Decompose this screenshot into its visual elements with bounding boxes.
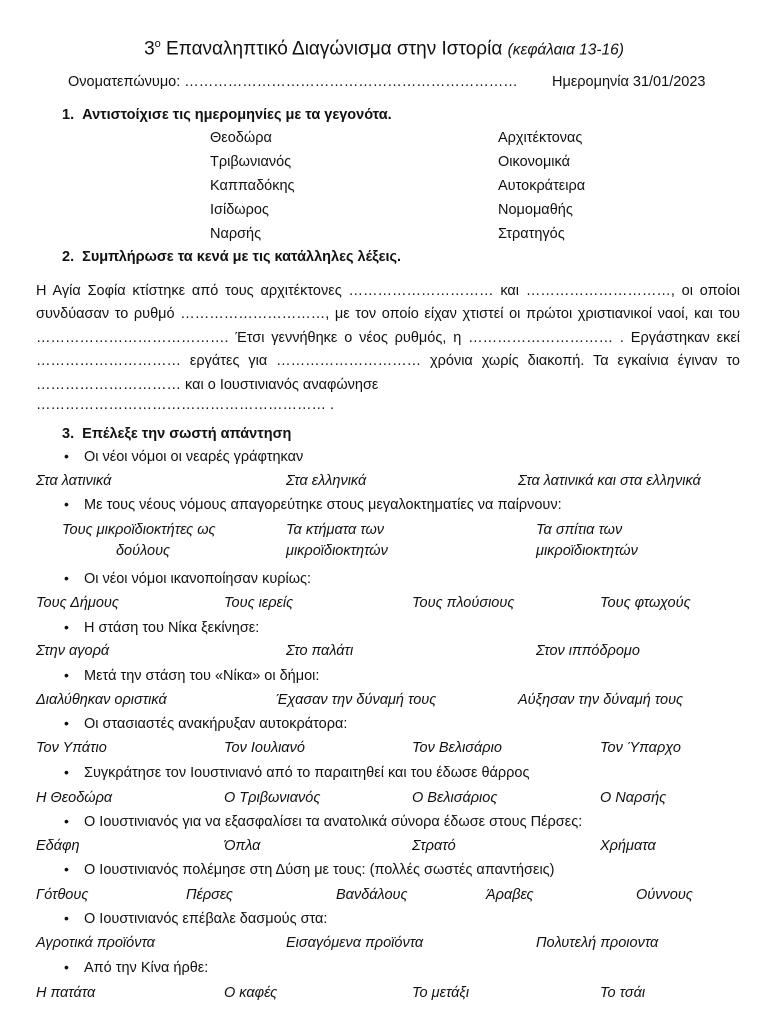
- q4-option-b[interactable]: Στο παλάτι: [286, 643, 354, 659]
- ex2-title: Συμπλήρωσε τα κενά με τις κατάλληλες λέξεις.: [82, 249, 402, 265]
- q8-option-c[interactable]: Στρατό: [412, 838, 456, 854]
- q2-option-a[interactable]: Τους μικροϊδιοκτήτες ως δούλους: [62, 522, 216, 559]
- question-1: • Οι νέοι νόμοι οι νεαρές γράφτηκαν: [64, 449, 283, 465]
- q11-option-c[interactable]: Το μετάξι: [412, 985, 470, 1001]
- title-main: Επαναληπτικό Διαγώνισμα στην Ιστορία: [160, 38, 503, 60]
- q1-option-b[interactable]: Στα ελληνικά: [286, 473, 367, 489]
- q11-option-d[interactable]: Το τσάι: [600, 985, 646, 1001]
- q7-option-a[interactable]: Η Θεοδώρα: [36, 790, 113, 806]
- q6-option-b[interactable]: Τον Ιουλιανό: [224, 740, 305, 756]
- question-2: • Με τους νέους νόμους απαγορεύτηκε στους μεγαλοκτηματίες να παίρνουν:: [64, 497, 542, 513]
- q11-option-a[interactable]: Η πατάτα: [36, 985, 96, 1001]
- q3-option-c[interactable]: Τους πλούσιους: [412, 595, 515, 611]
- q6-option-d[interactable]: Τον Ύπαρχο: [600, 740, 681, 756]
- q9-option-c[interactable]: Βανδάλους: [336, 887, 408, 903]
- q5-option-c[interactable]: Αύξησαν την δύναμή τους: [518, 692, 684, 708]
- q9-option-e[interactable]: Ούννους: [636, 887, 693, 903]
- question-3: • Οι νέοι νόμοι ικανοποίησαν κυρίως:: [64, 571, 291, 587]
- q2-option-b[interactable]: Τα κτήματα των μικροϊδιοκτητών: [286, 522, 388, 559]
- ex3-heading: [62, 426, 291, 442]
- ex2-heading: [62, 249, 401, 265]
- q10-option-c[interactable]: Πολυτελή προιοντα: [536, 935, 659, 951]
- ex1-left-item: Θεοδώρα: [210, 130, 272, 146]
- q9-option-d[interactable]: Άραβες: [486, 887, 534, 903]
- q9-option-a[interactable]: Γότθους: [36, 887, 89, 903]
- title-superscript: ο: [154, 38, 161, 50]
- question-8: • Ο Ιουστινιανός για να εξασφαλίσει τα ανατολικά σύνορα έδωσε στους Πέρσες:: [64, 814, 562, 830]
- q5-option-b[interactable]: Έχασαν την δύναμή τους: [276, 692, 437, 708]
- q4-option-a[interactable]: Στην αγορά: [36, 643, 110, 659]
- q10-option-a[interactable]: Αγροτικά προϊόντα: [36, 935, 155, 951]
- ex1-left-item: Τριβωνιανός: [210, 154, 292, 170]
- ex1-heading: [62, 107, 392, 123]
- q10-option-b[interactable]: Εισαγόμενα προϊόντα: [286, 935, 424, 951]
- q7-option-d[interactable]: Ο Ναρσής: [600, 790, 667, 806]
- ex1-right-item: Οικονομικά: [498, 154, 570, 170]
- q9-option-b[interactable]: Πέρσες: [186, 887, 233, 903]
- q7-option-b[interactable]: Ο Τριβωνιανός: [224, 790, 321, 806]
- question-10: • Ο Ιουστινιανός επέβαλε δασμούς στα:: [64, 911, 307, 927]
- ex1-right-item: Αυτοκράτειρα: [498, 178, 586, 194]
- q7-option-c[interactable]: Ο Βελισάριος: [412, 790, 498, 806]
- question-6: • Οι στασιαστές ανακήρυξαν αυτοκράτορα:: [64, 716, 327, 732]
- ex3-title: Επέλεξε την σωστή απάντηση: [82, 426, 292, 442]
- ex2-fill-text: Η Αγία Σοφία κτίστηκε από τους αρχιτέκτονες ………………………… και …………………………, οι οποίοι συνδύασαν το ρυθμό …………………………, με τον οποίο είχαν χτιστεί οι πρώτοι χριστιανικοί ναοί, και του …………………………………. Έτσι γεννήθηκε ο νέος ρυθμός, η ………………………… . Εργάστηκαν εκεί ………………………… εργάτες για ………………………… χρόνια χωρίς διακοπή. Τα εγκαίνια έγιναν το ………………………… και ο Ιουστινιανός αναφώνησε: [36, 283, 740, 393]
- title-chapters: (κεφάλαια 13-16): [507, 41, 624, 59]
- ex1-right-item: Στρατηγός: [498, 226, 565, 242]
- question-7: • Συγκράτησε τον Ιουστινιανό από το παραιτηθεί και του έδωσε θάρρος: [64, 765, 510, 781]
- q2-option-c[interactable]: Τα σπίτια των μικροϊδιοκτητών: [536, 522, 638, 559]
- ex1-left-item: Ναρσής: [210, 226, 262, 242]
- ex1-title: Αντιστοίχισε τις ημερομηνίες με τα γεγονότα.: [82, 107, 392, 123]
- ex1-left-item: Ισίδωρος: [210, 202, 269, 218]
- date-label: Ημερομηνία 31/01/2023: [552, 74, 706, 90]
- ex3-number: 3.: [62, 426, 75, 442]
- q8-option-a[interactable]: Εδάφη: [36, 838, 80, 854]
- q5-option-a[interactable]: Διαλύθηκαν οριστικά: [36, 692, 167, 708]
- name-field: Ονοματεπώνυμο: ……………………………………………………………: [68, 74, 518, 90]
- q4-option-c[interactable]: Στον ιππόδρομο: [536, 643, 640, 659]
- question-9: • Ο Ιουστινιανός πολέμησε στη Δύση με τους: (πολλές σωστές απαντήσεις): [64, 862, 535, 878]
- page-title: [0, 38, 768, 60]
- ex2-number: 2.: [62, 249, 75, 265]
- q3-option-a[interactable]: Τους Δήμους: [36, 595, 119, 611]
- ex1-left-item: Καππαδόκης: [210, 178, 295, 194]
- title-prefix: 3: [144, 38, 155, 60]
- q6-option-a[interactable]: Τον Υπάτιο: [36, 740, 107, 756]
- q6-option-c[interactable]: Τον Βελισάριο: [412, 740, 502, 756]
- q11-option-b[interactable]: Ο καφές: [224, 985, 278, 1001]
- ex1-right-item: Νομομαθής: [498, 202, 573, 218]
- q8-option-b[interactable]: Όπλα: [224, 838, 261, 854]
- ex2-fill-text-last: …………………………………………………… .: [36, 397, 335, 413]
- q8-option-d[interactable]: Χρήματα: [600, 838, 656, 854]
- ex1-number: 1.: [62, 107, 75, 123]
- ex1-right-item: Αρχιτέκτονας: [498, 130, 583, 146]
- question-11: • Από την Κίνα ήρθε:: [64, 960, 188, 976]
- q3-option-b[interactable]: Τους ιερείς: [224, 595, 294, 611]
- q1-option-c[interactable]: Στα λατινικά και στα ελληνικά: [518, 473, 701, 489]
- q1-option-a[interactable]: Στα λατινικά: [36, 473, 112, 489]
- question-4: • Η στάση του Νίκα ξεκίνησε:: [64, 620, 239, 636]
- q3-option-d[interactable]: Τους φτωχούς: [600, 595, 691, 611]
- question-5: • Μετά την στάση του «Νίκα» οι δήμοι:: [64, 668, 299, 684]
